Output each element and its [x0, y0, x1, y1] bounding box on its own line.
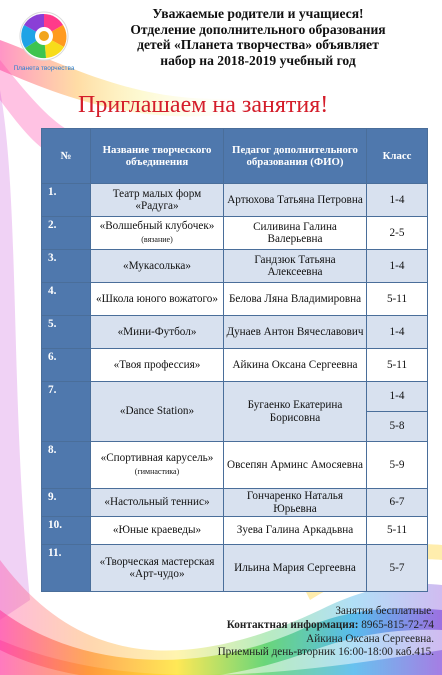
association-name [91, 283, 224, 316]
association-name-text: «Юные краеведы» [112, 524, 202, 537]
announcement-header [82, 6, 434, 68]
association-name-text: «Мукасолька» [122, 259, 191, 272]
table-row [42, 250, 428, 283]
row-number: 11. [42, 545, 91, 592]
table-row [42, 489, 428, 517]
association-name [91, 442, 224, 489]
table-row [42, 184, 428, 217]
row-number: 1. [42, 184, 91, 217]
association-name-text: «Dance Station» [119, 405, 195, 418]
association-note: (вязание) [141, 234, 173, 244]
header-grade: Класс [367, 129, 428, 184]
association-name [91, 382, 224, 442]
association-name [91, 250, 224, 283]
grade-range: 1-4 [367, 184, 428, 217]
grade-range: 2-5 [367, 217, 428, 250]
table-row [42, 217, 428, 250]
association-name-text: Театр малых форм «Радуга» [112, 187, 202, 212]
teacher-name: Гончаренко Наталья Юрьевна [224, 489, 367, 517]
association-name [91, 545, 224, 592]
invite-title: Приглашаем на занятия! [78, 92, 329, 118]
table-row [42, 517, 428, 545]
schedule-body [42, 184, 428, 592]
row-number: 4. [42, 283, 91, 316]
association-name-text: «Настольный теннис» [104, 496, 210, 509]
planeta-tvorchestva-logo [8, 6, 80, 74]
teacher-name: Белова Ляна Владимировна [224, 283, 367, 316]
grade-range: 1-4 [367, 250, 428, 283]
teacher-name: Бугаенко Екатерина Борисовна [224, 382, 367, 442]
header-number: № [42, 129, 91, 184]
row-number: 6. [42, 349, 91, 382]
grade-range: 5-11 [367, 283, 428, 316]
teacher-name: Ильина Мария Сергеевна [224, 545, 367, 592]
logo-caption: Планета творчества [13, 65, 75, 72]
grade-range: 5-9 [367, 442, 428, 489]
teacher-name: Силивина Галина Валерьевна [224, 217, 367, 250]
contact-phone: 8965-815-72-74 [361, 618, 434, 631]
grade-range: 5-7 [367, 545, 428, 592]
table-row [42, 545, 428, 592]
association-name [91, 349, 224, 382]
teacher-name: Дунаев Антон Вячеславович [224, 316, 367, 349]
association-name [91, 217, 224, 250]
header-association-name: Название творческого объединения [91, 129, 224, 184]
free-classes-note: Занятия бесплатные. [335, 605, 434, 617]
table-row [42, 382, 428, 412]
header-teacher: Педагог дополнительного образования (ФИО) [224, 129, 367, 184]
table-row [42, 283, 428, 316]
row-number: 7. [42, 382, 91, 442]
table-row [42, 442, 428, 489]
grade-range: 6-7 [367, 489, 428, 517]
association-name [91, 489, 224, 517]
header-line: детей «Планета творчества» объявляет [137, 37, 379, 52]
contact-person: Айкина Оксана Сергеевна. [306, 632, 434, 645]
row-number: 10. [42, 517, 91, 545]
teacher-name: Овсепян Арминс Амосяевна [224, 442, 367, 489]
association-name-text: «Мини-Футбол» [117, 325, 197, 338]
row-number: 9. [42, 489, 91, 517]
row-number: 3. [42, 250, 91, 283]
teacher-name: Айкина Оксана Сергеевна [224, 349, 367, 382]
row-number: 8. [42, 442, 91, 489]
association-name [91, 517, 224, 545]
table-row [42, 316, 428, 349]
table-row [42, 349, 428, 382]
teacher-name: Зуева Галина Аркадьвна [224, 517, 367, 545]
reception-hours: Приемный день-вторник 16:00-18:00 каб.415. [217, 646, 434, 659]
association-name [91, 316, 224, 349]
row-number: 5. [42, 316, 91, 349]
row-number: 2. [42, 217, 91, 250]
association-name-text: «Волшебный клубочек» [99, 220, 215, 232]
header-line: Отделение дополнительного образования [130, 21, 386, 37]
association-name [91, 184, 224, 217]
contact-line [218, 619, 434, 633]
header-line: Уважаемые родители и учащиеся! [152, 6, 364, 21]
association-name-text: «Спортивная карусель» [100, 452, 214, 464]
teacher-name: Артюхова Татьяна Петровна [224, 184, 367, 217]
association-name-text: «Творческая мастерская «Арт-чудо» [99, 555, 215, 580]
grade-range: 5-11 [367, 349, 428, 382]
header-line: набор на 2018-2019 учебный год [160, 52, 356, 68]
contact-label: Контактная информация: [226, 618, 359, 631]
schedule-table [41, 128, 428, 592]
grade-range: 5-8 [367, 412, 428, 442]
association-name-text: «Школа юного вожатого» [96, 292, 218, 305]
association-note: (гимнастика) [134, 466, 180, 476]
grade-range: 1-4 [367, 316, 428, 349]
grade-range: 5-11 [367, 517, 428, 545]
grade-range: 1-4 [367, 382, 428, 412]
contact-footer [218, 605, 434, 660]
teacher-name: Гандзюк Татьяна Алексеевна [224, 250, 367, 283]
association-name-text: «Твоя профессия» [113, 358, 201, 371]
